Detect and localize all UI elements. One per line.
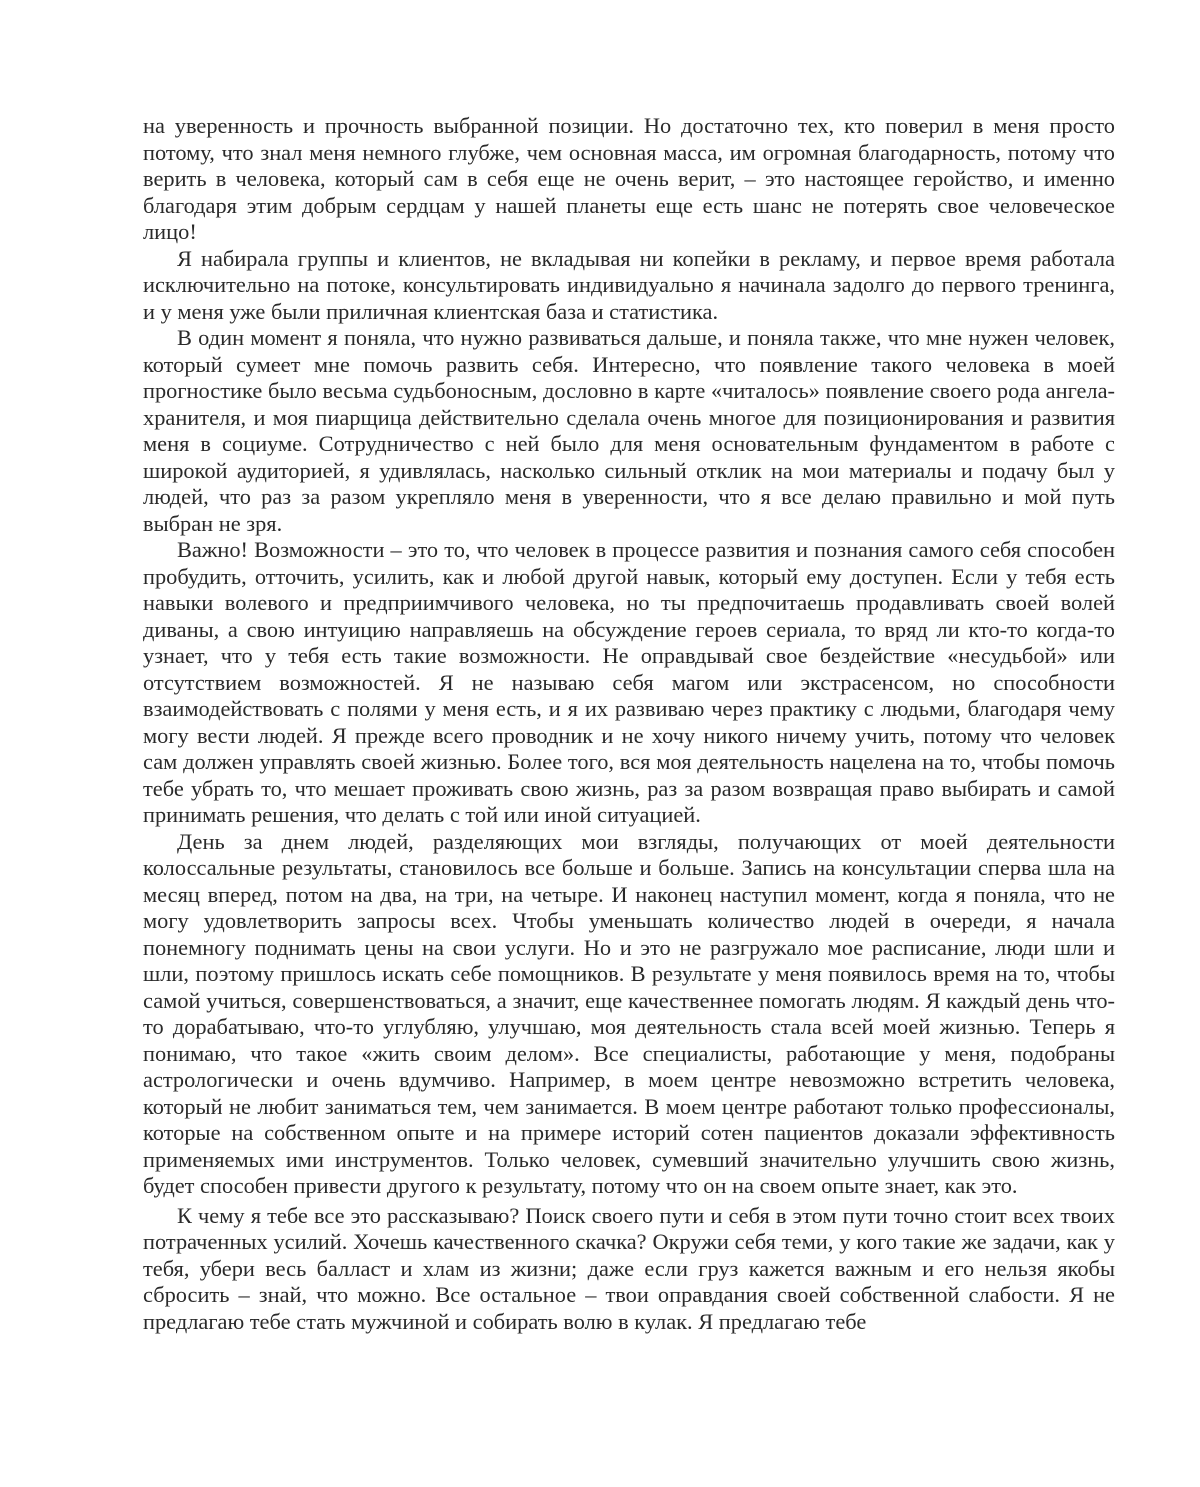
paragraph-5: День за днем людей, разделяющих мои взгляды, получающих от моей деятельности колоссальные результаты, становилось все больше и больше. Запись на консультации сперва шла на месяц вперед, потом на два, на три, на четыре. И наконец наступил момент, когда я поняла, что не могу удовлетворить запросы всех. Чтобы уменьшать количество людей в очереди, я начала понемногу поднимать цены на свои услуги. Но и это не разгружало мое расписание, люди шли и шли, поэтому пришлось искать себе помощников. В результате у меня появилось время на то, чтобы самой учиться, совершенствоваться, а значит, еще качественнее помогать людям. Я каждый день что-то дорабатываю, что-то углубляю, улучшаю, моя деятельность стала всей моей жизнью. Теперь я понимаю, что такое «жить своим делом». Все специалисты, работающие у меня, подобраны астрологически и очень вдумчиво. Например, в моем центре невозможно встретить человека, который не любит заниматься тем, чем занимается. В моем центре работают только профессионалы, которые на собственном опыте и на примере историй сотен пациентов доказали эффективность применяемых ими инструментов. Только человек, сумевший значительно улучшить свою жизнь, будет способен привести другого к результату, потому что он на своем опыте знает, как это. [143, 828, 1115, 1198]
paragraph-4: Важно! Возможности – это то, что человек в процессе развития и познания самого себя способен пробудить, отточить, усилить, как и любой другой навык, который ему доступен. Если у тебя есть навыки волевого и предприимчивого человека, но ты предпочитаешь продавливать своей волей диваны, а свою интуицию направляешь на обсуждение героев сериала, то вряд ли кто-то когда-то узнает, что у тебя есть такие возможности. Не оправдывай свое бездействие «несудьбой» или отсутствием возможностей. Я не называю себя магом или экстрасенсом, но способности взаимодействовать с полями у меня есть, и я их развиваю через практику с людьми, благодаря чему могу вести людей. Я прежде всего проводник и не хочу никого ничему учить, потому что человек сам должен управлять своей жизнью. Более того, вся моя деятельность нацелена на то, чтобы помочь тебе убрать то, что мешает проживать свою жизнь, раз за разом возвращая право выбирать и самой принимать решения, что делать с той или иной ситуацией. [143, 537, 1115, 827]
paragraph-3: В один момент я поняла, что нужно развиваться дальше, и поняла также, что мне нужен человек, который сумеет мне помочь развить себя. Интересно, что появление такого человека в моей прогностике было весьма судьбоносным, дословно в карте «читалось» появление своего рода ангела-хранителя, и моя пиарщица действительно сделала очень многое для позиционирования и развития меня в социуме. Сотрудничество с ней было для меня основательным фундаментом в работе с широкой аудиторией, я удивлялась, насколько сильный отклик на мои материалы и подачу был у людей, что раз за разом укрепляло меня в уверенности, что я все делаю правильно и мой путь выбран не зря. [143, 325, 1115, 536]
paragraph-2: Я набирала группы и клиентов, не вкладывая ни копейки в рекламу, и первое время работала исключительно на потоке, консультировать индивидуально я начинала задолго до первого тренинга, и у меня уже были приличная клиентская база и статистика. [143, 245, 1115, 324]
paragraph-6: К чему я тебе все это рассказываю? Поиск своего пути и себя в этом пути точно стоит всех твоих потраченных усилий. Хочешь качественного скачка? Окружи себя теми, у кого такие же задачи, как у тебя, убери весь балласт и хлам из жизни; даже если груз кажется важным и его нельзя якобы сбросить – знай, что можно. Все остальное – твои оправдания своей собственной слабости. Я не предлагаю тебе стать мужчиной и собирать волю в кулак. Я предлагаю тебе [143, 1202, 1115, 1334]
document-page [143, 113, 1115, 1335]
paragraph-1: на уверенность и прочность выбранной позиции. Но достаточно тех, кто поверил в меня просто потому, что знал меня немного глубже, чем основная масса, им огромная благодарность, потому что верить в человека, который сам в себя еще не очень верит, – это настоящее геройство, и именно благодаря этим добрым сердцам у нашей планеты еще есть шанс не потерять свое человеческое лицо! [143, 113, 1115, 244]
